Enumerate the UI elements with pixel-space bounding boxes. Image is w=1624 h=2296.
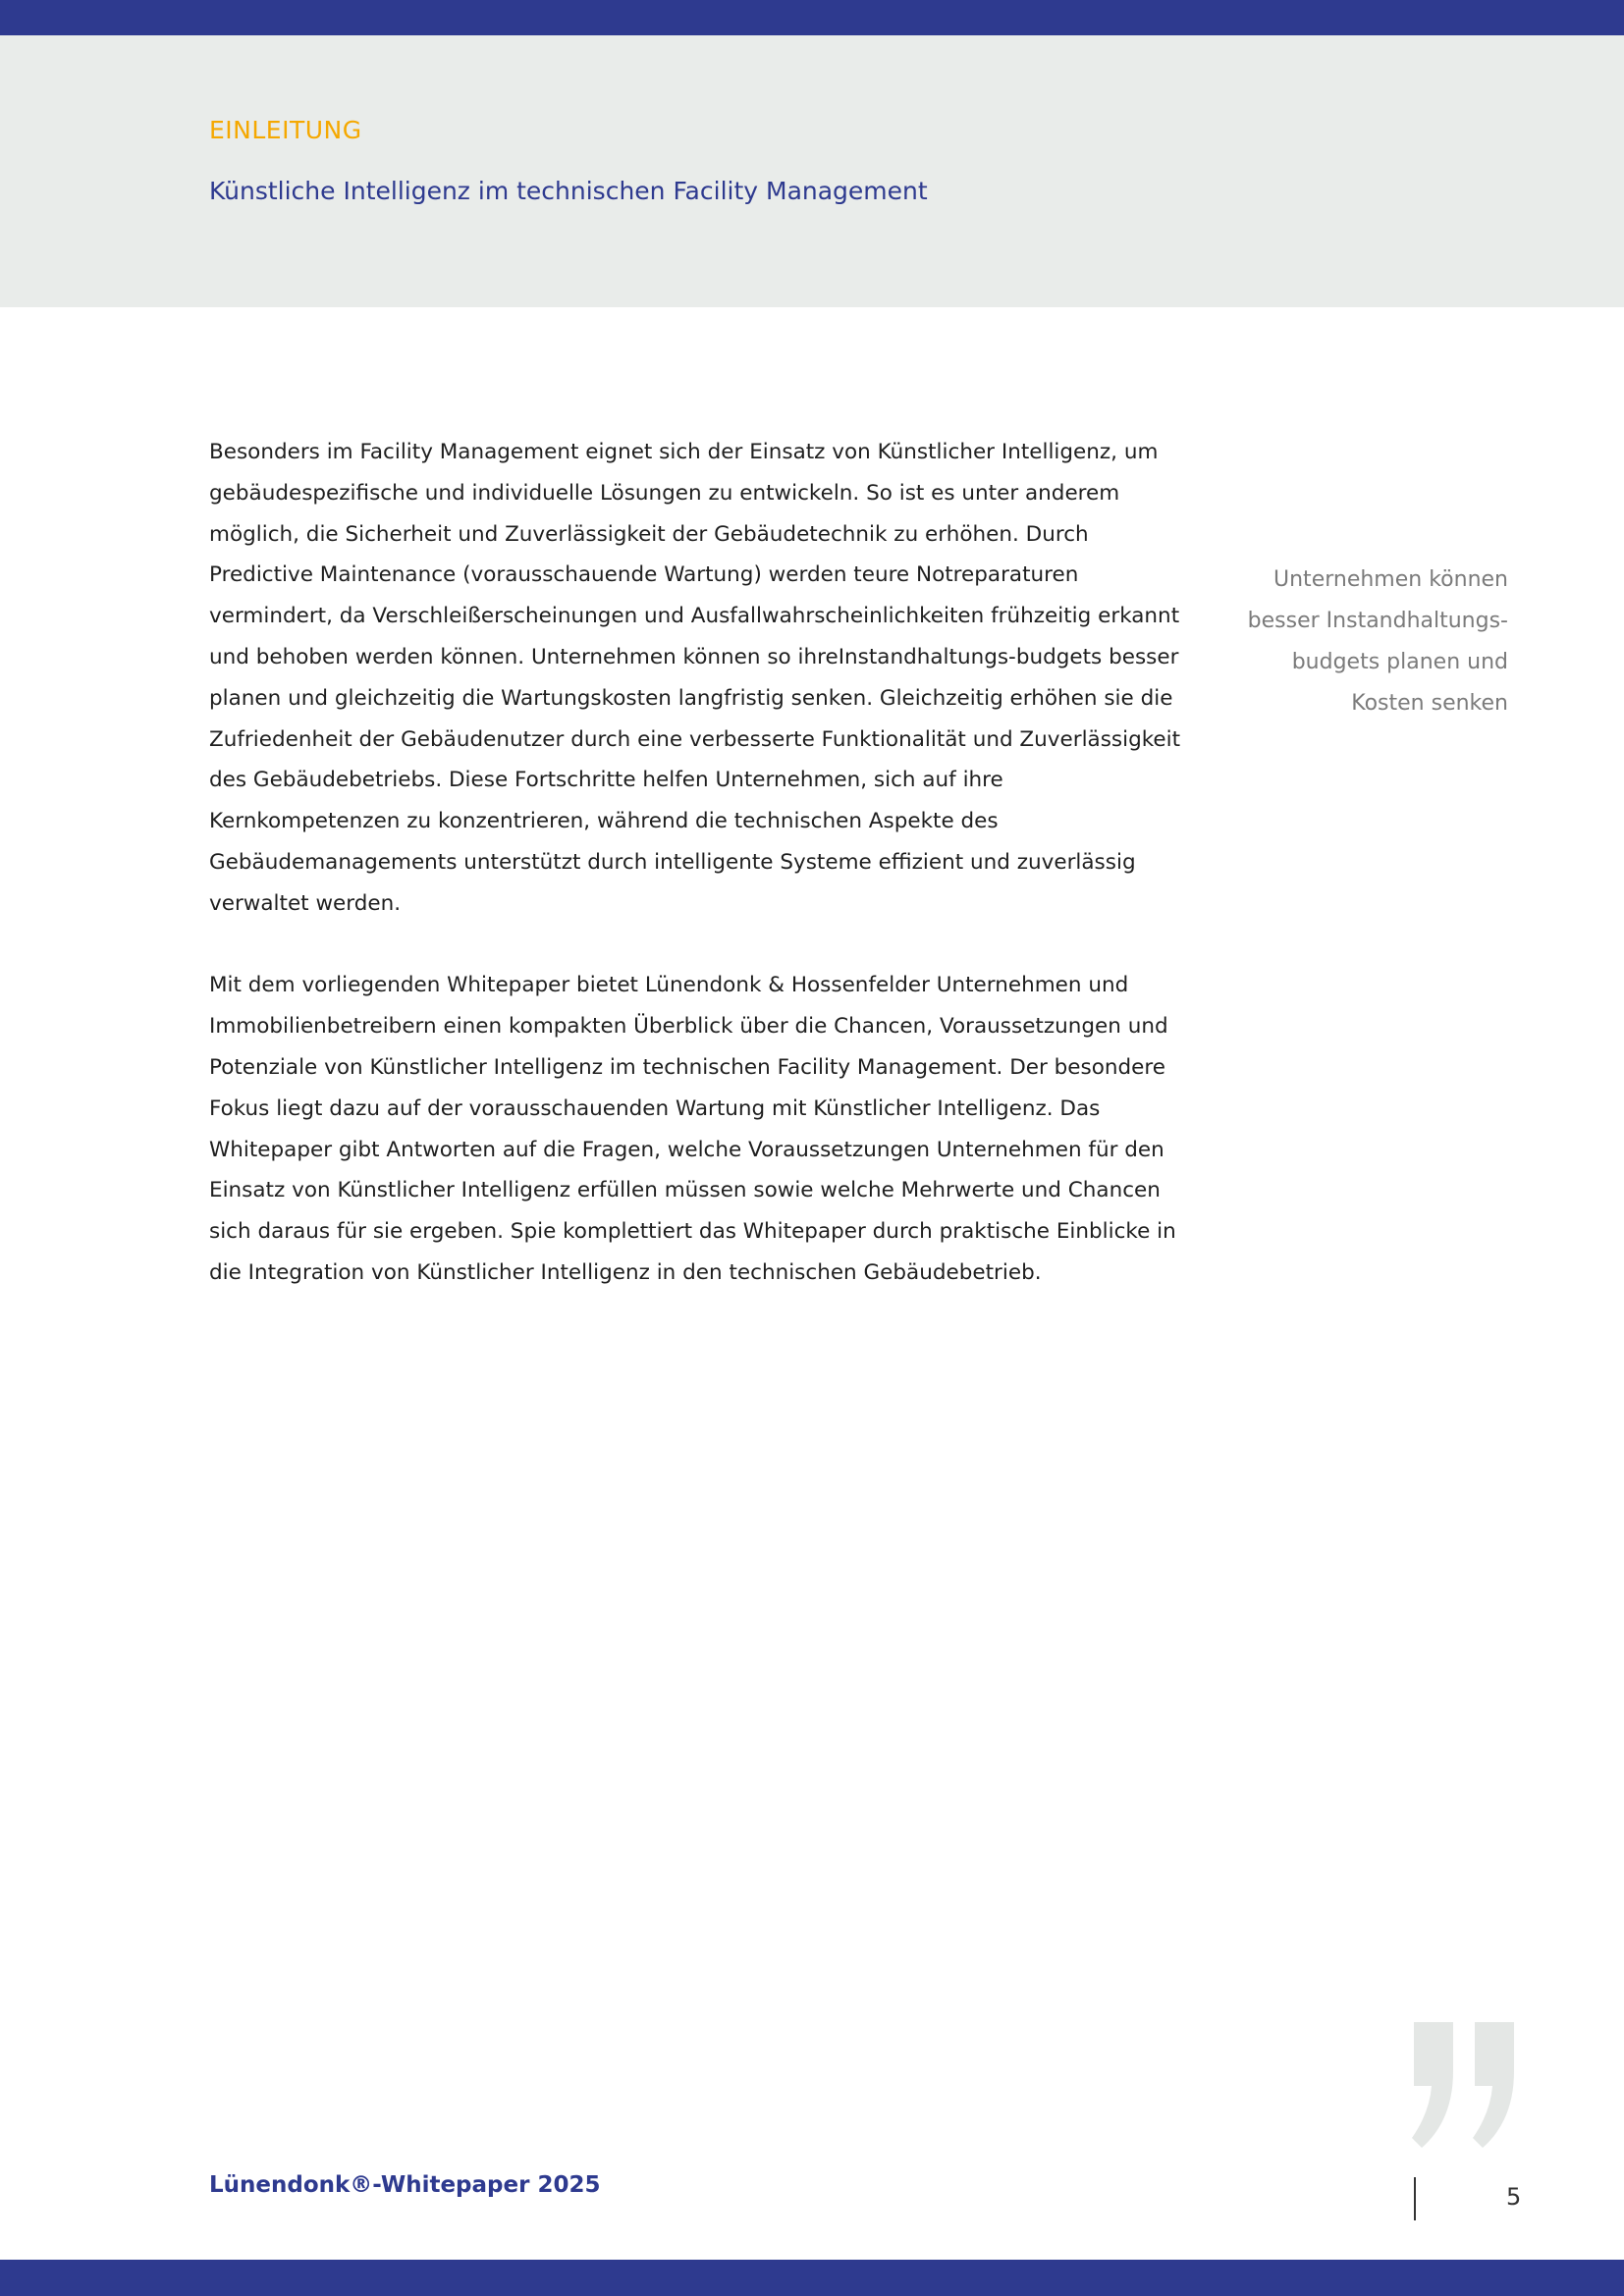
bottom-brand-bar	[0, 2260, 1624, 2296]
pull-quote-line: Kosten senken	[1351, 691, 1508, 716]
section-title: Künstliche Intelligenz im technischen Facility Management	[209, 177, 928, 205]
closing-quote-icon	[1394, 1993, 1532, 2160]
footer-title: Lünendonk®-Whitepaper 2025	[209, 2172, 601, 2198]
header-band	[0, 35, 1624, 307]
body-paragraph-1: Besonders im Facility Management eignet sich der Einsatz von Künstlicher Intelligenz, um gebäudespezifische und individuelle Lösungen zu entwickeln. So ist es unter anderem möglich, die Sicherheit und Zuverlässigkeit der Gebäudetechnik zu erhöhen. Durch Predictive Maintenance (vorausschauende Wartung) werden teure Notreparaturen vermindert, da Verschleißerscheinungen und Ausfallwahrscheinlichkeiten frühzeitig erkannt und behoben werden können. Unternehmen können so ihreInstandhaltungs-budgets besser planen und gleichzeitig die Wartungskosten langfristig senken. Gleichzeitig erhöhen sie die Zufriedenheit der Gebäudenutzer durch eine verbesserte Funktionalität und Zuverlässigkeit des Gebäudebetriebs. Diese Fortschritte helfen Unternehmen, sich auf ihre Kernkompetenzen zu konzentrieren, während die technischen Aspekte des Gebäudemanagements unterstützt durch intelligente Systeme effizient und zuverlässig verwaltet werden.	[209, 440, 1181, 916]
body-paragraph-2: Mit dem vorliegenden Whitepaper bietet Lünendonk & Hossenfelder Unternehmen und Immobilienbetreibern einen kompakten Überblick über die Chancen, Voraussetzungen und Potenziale von Künstlicher Intelligenz im technischen Facility Management. Der besondere Fokus liegt dazu auf der vorausschauenden Wartung mit Künstlicher Intelligenz. Das Whitepaper gibt Antworten auf die Fragen, welche Voraussetzungen Unternehmen für den Einsatz von Künstlicher Intelligenz erfüllen müssen sowie welche Mehrwerte und Chancen sich daraus für sie ergeben. Spie komplettiert das Whitepaper durch praktische Einblicke in die Integration von Künstlicher Intelligenz in den technischen Gebäudebetrieb.	[209, 973, 1176, 1285]
pull-quote-line: besser Instandhaltungs-	[1247, 609, 1508, 633]
page-number: 5	[1506, 2183, 1522, 2211]
pull-quote-line: Unternehmen können	[1273, 567, 1508, 592]
footer-divider	[1414, 2177, 1416, 2220]
body-text	[209, 432, 1181, 1335]
pull-quote	[1208, 560, 1508, 724]
section-label: EINLEITUNG	[209, 116, 362, 144]
top-brand-bar	[0, 0, 1624, 35]
pull-quote-line: budgets planen und	[1291, 650, 1508, 674]
